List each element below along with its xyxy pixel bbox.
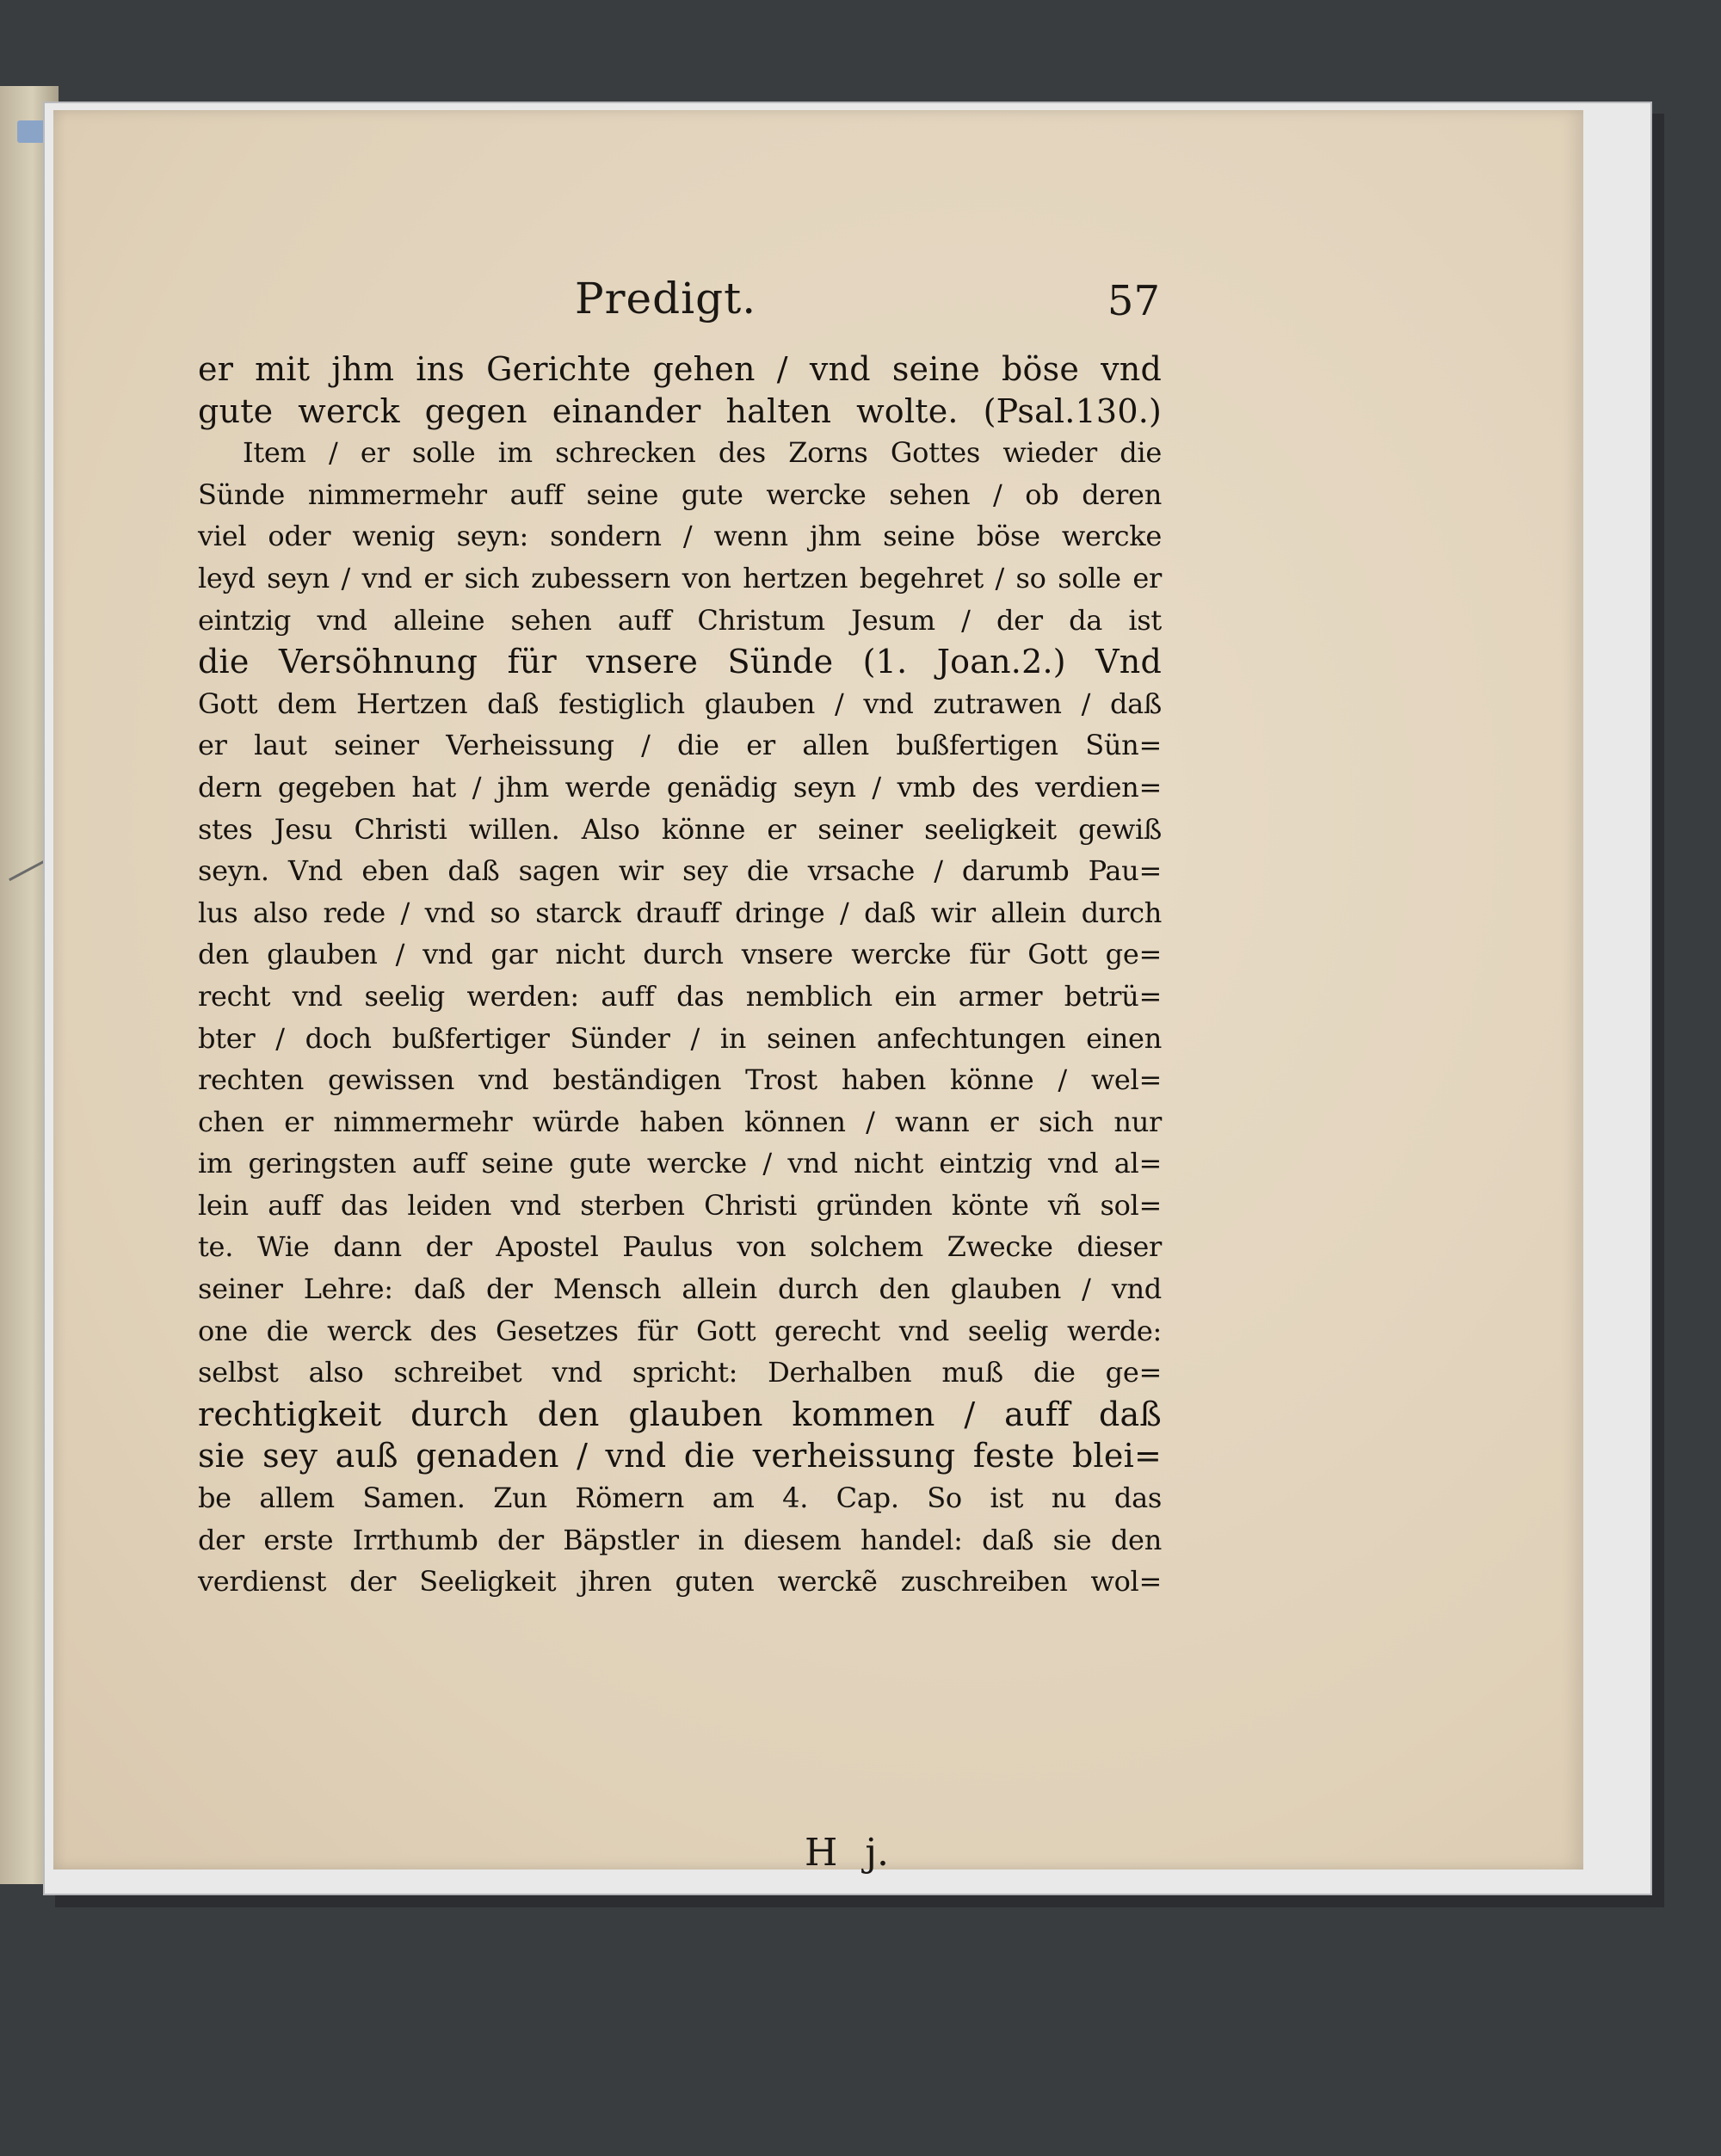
- text-line: er laut seiner Verheissung / die er allen bußfertigen Sün=: [198, 729, 1162, 762]
- text-line: one die werck des Gesetzes für Gott gerecht vnd seelig werde:: [198, 1314, 1162, 1347]
- text-line: der erste Irrthumb der Bäpstler in diesem handel: daß sie den: [198, 1523, 1162, 1556]
- text-line: er mit jhm ins Gerichte gehen / vnd seine böse vnd: [198, 350, 1162, 388]
- text-line: den glauben / vnd gar nicht durch vnsere wercke für Gott ge=: [198, 938, 1162, 971]
- text-line: chen er nimmermehr würde haben können / wann er sich nur: [198, 1105, 1162, 1138]
- text-line: seyn. Vnd eben daß sagen wir sey die vrsache / darumb Pau=: [198, 854, 1162, 888]
- text-line: bter / doch bußfertiger Sünder / in seinen anfechtungen einen: [198, 1021, 1162, 1055]
- text-line: dern gegeben hat / jhm werde genädig seyn / vmb des verdien=: [198, 770, 1162, 804]
- text-line: recht vnd seelig werden: auff das nemblich ein armer betrü=: [198, 979, 1162, 1013]
- text-line: be allem Samen. Zun Römern am 4. Cap. So ist nu das: [198, 1481, 1162, 1515]
- running-title: Predigt.: [575, 274, 757, 323]
- text-line: leyd seyn / vnd er sich zubessern von hertzen begehret / so solle er: [198, 561, 1162, 594]
- text-line: eintzig vnd alleine sehen auff Christum Jesum / der da ist: [198, 603, 1162, 637]
- signature-mark: H j.: [805, 1831, 889, 1875]
- text-line: verdienst der Seeligkeit jhren guten werckẽ zuschreiben wol=: [198, 1565, 1162, 1599]
- text-line: im geringsten auff seine gute wercke / vnd nicht eintzig vnd al=: [198, 1147, 1162, 1180]
- text-line: Item / er solle im schrecken des Zorns Gottes wieder die: [243, 436, 1162, 470]
- text-line: rechten gewissen vnd beständigen Trost haben könne / wel=: [198, 1063, 1162, 1097]
- body-text: [198, 348, 1162, 1603]
- page-number: 57: [1107, 277, 1160, 325]
- text-line: Sünde nimmermehr auff seine gute wercke sehen / ob deren: [198, 477, 1162, 511]
- text-line: sie sey auß genaden / vnd die verheissung feste blei=: [198, 1437, 1162, 1475]
- page-header: [575, 274, 1160, 334]
- text-line: te. Wie dann der Apostel Paulus von solchem Zwecke dieser: [198, 1230, 1162, 1264]
- text-line: lus also rede / vnd so starck drauff dringe / daß wir allein durch: [198, 896, 1162, 929]
- text-line: gute werck gegen einander halten wolte. (Psal.130.): [198, 391, 1162, 430]
- text-line: rechtigkeit durch den glauben kommen / auff daß: [198, 1395, 1162, 1433]
- text-line: selbst also schreibet vnd spricht: Derhalben muß die ge=: [198, 1356, 1162, 1389]
- text-line: Gott dem Hertzen daß festiglich glauben / vnd zutrawen / daß: [198, 687, 1162, 720]
- text-line: lein auff das leiden vnd sterben Christi gründen könte vñ sol=: [198, 1188, 1162, 1222]
- text-line: viel oder wenig seyn: sondern / wenn jhm seine böse wercke: [198, 520, 1162, 553]
- text-line: die Versöhnung für vnsere Sünde (1. Joan.2.) Vnd: [198, 643, 1162, 681]
- text-line: seiner Lehre: daß der Mensch allein durch den glauben / vnd: [198, 1272, 1162, 1306]
- text-line: stes Jesu Christi willen. Also könne er seiner seeligkeit gewiß: [198, 812, 1162, 846]
